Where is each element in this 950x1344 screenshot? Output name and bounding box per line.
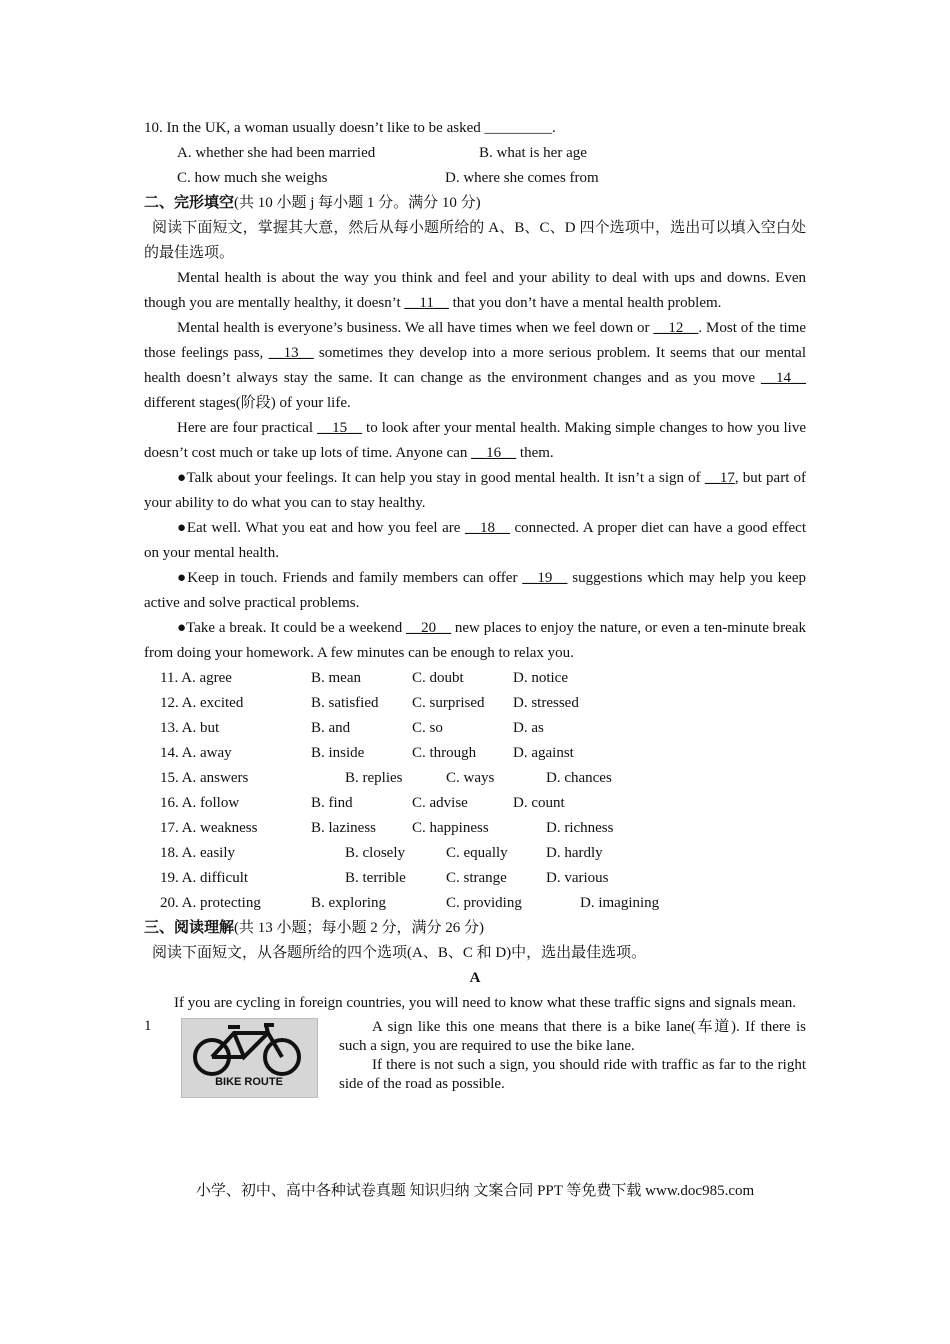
blank-11: __11__: [404, 295, 449, 311]
q10-option-a: A. whether she had been married: [177, 145, 376, 161]
cloze-bullet-2: ●Eat well. What you eat and how you feel are __18__ connected. A proper diet can have a good effect on your mental health.: [144, 520, 806, 561]
section-3-scoring: (共 13 小题；每小题 2 分，满分 26 分): [234, 920, 485, 936]
choice-row-12: 12. A. excited B. satisfied C. surprised D. stressed: [160, 695, 579, 711]
sign-number: 1: [144, 1018, 152, 1034]
blank-20: __20__: [406, 620, 452, 636]
cloze-paragraph-2: Mental health is everyone’s business. We all have times when we feel down or __12__. Most of the time those feelings pass, __13__ sometimes they develop into a more serious problem. It seems that our mental health doesn’t always stay the same. It can change as the environment changes and as you move __14__ different stages(阶段) of your life.: [144, 320, 807, 411]
choice-row-18: 18. A. easily B. closely C. equally D. hardly: [160, 845, 603, 861]
bicycle-icon: [182, 1019, 317, 1097]
choice-row-13: 13. A. but B. and C. so D. as: [160, 720, 544, 736]
blank-17: __17: [704, 470, 735, 486]
cloze-choices: [144, 666, 806, 916]
passage-label: A: [469, 970, 481, 986]
blank-14: __14__: [761, 370, 806, 386]
choice-row-14: 14. A. away B. inside C. through D. against: [160, 745, 574, 761]
passage-intro: If you are cycling in foreign countries, you will need to know what these traffic signs and signals mean.: [174, 995, 797, 1011]
question-10-options-row-1: [144, 141, 806, 166]
question-10-options-row-2: [144, 166, 806, 191]
section-2-scoring: (共 10 小题 j 每小题 1 分。满分 10 分): [234, 195, 481, 211]
q10-option-b: B. what is her age: [479, 145, 587, 161]
blank-18: __18__: [464, 520, 510, 536]
choice-row-15: 15. A. answers B. replies C. ways D. chances: [160, 770, 612, 786]
blank-19: __19__: [522, 570, 568, 586]
cloze-bullet-3: ●Keep in touch. Friends and family members can offer __19__ suggestions which may help you keep active and solve practical problems.: [144, 570, 806, 611]
section-2-instruction: 阅读下面短文，掌握其大意，然后从每小题所给的 A、B、C、D 四个选项中，选出可以填入空白处的最佳选项。: [144, 220, 806, 261]
choice-row-19: 19. A. difficult B. terrible C. strange D. various: [160, 870, 609, 886]
section-3-title: 三、阅读理解: [144, 920, 235, 936]
worksheet-page: [144, 116, 806, 1108]
choice-row-11: 11. A. agree B. mean C. doubt D. notice: [160, 670, 568, 686]
choice-row-17: 17. A. weakness B. laziness C. happiness D. richness: [160, 820, 614, 836]
sign-explanation-p1: A sign like this one means that there is a bike lane(车道). If there is such a sign, you are required to use the bike lane.: [339, 1019, 806, 1054]
page-footer: 小学、初中、高中各种试卷真题 知识归纳 文案合同 PPT 等免费下载 www.doc985.com: [195, 1183, 755, 1199]
choice-row-20: 20. A. protecting B. exploring C. providing D. imagining: [160, 895, 660, 911]
cloze-bullet-4: ●Take a break. It could be a weekend __20__ new places to enjoy the nature, or even a ten-minute break from doing your homework. A few minutes can be enough to relax you.: [144, 620, 806, 661]
cloze-paragraph-3: Here are four practical __15__ to look after your mental health. Making simple changes to how you live doesn’t cost much or take up lots of time. Anyone can __16__ them.: [144, 420, 806, 461]
cloze-paragraph-1: Mental health is about the way you think and feel and your ability to deal with ups and downs. Even though you are mentally healthy, it doesn’t __11__ that you don’t have a mental health problem.: [144, 270, 806, 311]
q10-option-c: C. how much she weighs: [177, 170, 328, 186]
section-3-instruction: 阅读下面短文，从各题所给的四个选项(A、B、C 和 D)中，选出最佳选项。: [152, 945, 647, 961]
blank-13: __13__: [268, 345, 314, 361]
section-2-header: [144, 191, 806, 216]
sign-explanation: [339, 1018, 806, 1094]
choice-row-16: 16. A. follow B. find C. advise D. count: [160, 795, 565, 811]
section-2-title: 二、完形填空: [144, 195, 235, 211]
sign-caption: BIKE ROUTE: [215, 1076, 283, 1088]
bike-route-sign-image: [181, 1018, 318, 1098]
cloze-bullet-1: ●Talk about your feelings. It can help you stay in good mental health. It isn’t a sign of __17, but part of your ability to do what you can to stay healthy.: [144, 470, 807, 511]
q10-option-d: D. where she comes from: [445, 170, 599, 186]
blank-12: __12__: [653, 320, 699, 336]
section-3-header: [144, 916, 806, 941]
sign-explanation-p2: If there is not such a sign, you should ride with traffic as far to the right side of the road as possible.: [339, 1057, 806, 1092]
question-10-stem: 10. In the UK, a woman usually doesn’t like to be asked _________.: [144, 120, 556, 136]
sign-item-1: [144, 1018, 806, 1108]
blank-16: __16__: [471, 445, 517, 461]
blank-15: __15__: [317, 420, 363, 436]
